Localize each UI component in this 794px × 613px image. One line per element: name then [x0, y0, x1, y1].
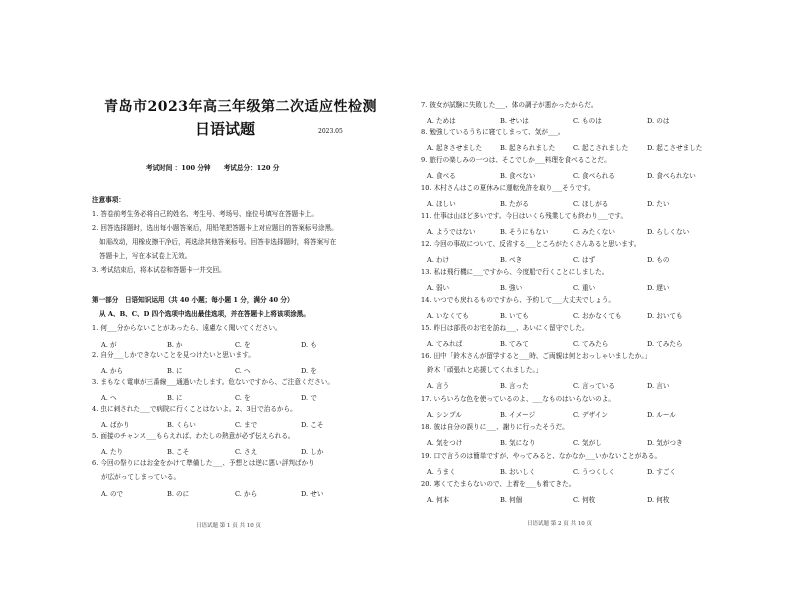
option-b[interactable]: B. 食べない: [500, 172, 536, 180]
option-c[interactable]: C. まで: [235, 421, 258, 429]
note-line: 答题卡上，写在本试卷上无效。: [99, 252, 192, 260]
option-b[interactable]: B. 何個: [500, 496, 523, 504]
option-c[interactable]: C. さえ: [235, 448, 258, 456]
question-18: 18. 彼は自分の誤りに___、謝りに行ったそうだ。: [421, 423, 569, 431]
question-13: 13. 私は飛行機に___ですから、今度船で行くことにしました。: [421, 268, 609, 276]
option-c[interactable]: C. ものは: [573, 117, 602, 125]
option-c[interactable]: C. てみたら: [573, 340, 609, 348]
question-15: 15. 昨日は部長のお宅を訪ね___、あいにく留守でした。: [421, 324, 589, 332]
option-c[interactable]: C. へ: [235, 367, 251, 375]
option-d[interactable]: D. で: [301, 394, 317, 402]
option-c[interactable]: C. 言っている: [573, 382, 615, 390]
option-c[interactable]: C. おかなくても: [573, 312, 622, 320]
question-8: 8. 勉強しているうちに寝てしまって、気が___。: [421, 128, 565, 136]
question-6-cont: が広がってしまっている。: [101, 473, 181, 481]
option-d[interactable]: D. も: [301, 341, 317, 349]
option-d[interactable]: D. ルール: [647, 411, 676, 419]
option-c[interactable]: C. 起こされました: [573, 144, 629, 152]
section-title: 第一部分 日语知识运用（共 40 小题；每小题 1 分，满分 40 分）: [92, 296, 294, 304]
option-a[interactable]: A. 起きさせました: [427, 144, 483, 152]
option-a[interactable]: A. ようではない: [427, 228, 476, 236]
option-b[interactable]: B. のに: [167, 490, 190, 498]
question-3: 3. まもなく電車が三番線___通過いたします。危ないですから、ご注意ください。: [92, 378, 334, 386]
question-6: 6. 今回の祭りにはお金をかけて準備した___、予想とは逆に悪い評判ばかり: [92, 459, 315, 467]
option-a[interactable]: A. ばかり: [101, 421, 130, 429]
question-14: 14. いつでも戻れるものですから、予約して___大丈夫でしょう。: [421, 296, 615, 304]
option-d[interactable]: D. たい: [647, 200, 670, 208]
option-a[interactable]: A. ほしい: [427, 200, 456, 208]
option-a[interactable]: A. ためは: [427, 117, 456, 125]
option-a[interactable]: A. 何本: [427, 496, 450, 504]
question-9: 9. 旅行の楽しみの一つは、そこでしか___料理を食べることだ。: [421, 156, 611, 164]
note-line: 3. 考试结束后，将本试卷和答题卡一并交回。: [92, 266, 226, 274]
option-b[interactable]: B. こそ: [167, 448, 190, 456]
option-c[interactable]: C. 重い: [573, 284, 596, 292]
option-a[interactable]: A. うまく: [427, 468, 456, 476]
note-line: 1. 答卷前考生务必将自己的姓名、考生号、考场号、座位号填写在答题卡上。: [92, 210, 318, 218]
page-footer: 日语试题 第 2 页 共 10 页: [527, 521, 592, 527]
option-c[interactable]: C. から: [235, 490, 258, 498]
option-d[interactable]: D. すごく: [647, 468, 677, 476]
option-c[interactable]: C. うつくしく: [573, 468, 615, 476]
option-d[interactable]: D. を: [301, 367, 317, 375]
option-b[interactable]: B. そうにもない: [500, 228, 549, 236]
option-b[interactable]: B. 気になり: [500, 439, 536, 447]
option-c[interactable]: C. を: [235, 394, 251, 402]
option-b[interactable]: B. おいしく: [500, 468, 536, 476]
option-a[interactable]: A. たり: [101, 448, 124, 456]
option-b[interactable]: B. べき: [500, 256, 523, 264]
page-footer: 日语试题 第 1 页 共 10 页: [196, 523, 261, 529]
option-a[interactable]: A. わけ: [427, 256, 450, 264]
option-a[interactable]: A. シンプル: [427, 411, 462, 419]
exam-date: 2023.05: [318, 128, 343, 135]
option-d[interactable]: D. 言い: [647, 382, 670, 390]
option-c[interactable]: C. 気がし: [573, 439, 602, 447]
option-a[interactable]: A. 食べる: [427, 172, 456, 180]
option-d[interactable]: D. せい: [301, 490, 324, 498]
option-b[interactable]: B. 起きられました: [500, 144, 556, 152]
option-a[interactable]: A. ので: [101, 490, 124, 498]
option-c[interactable]: C. みたくない: [573, 228, 615, 236]
option-b[interactable]: B. 強い: [500, 284, 523, 292]
option-a[interactable]: A. いなくても: [427, 312, 469, 320]
question-17: 17. いろいろな色を使っているのよ、___なものはいらないのよ。: [421, 395, 615, 403]
option-d[interactable]: D. しか: [301, 448, 324, 456]
option-d[interactable]: D. のは: [647, 117, 670, 125]
option-d[interactable]: D. 何枚: [647, 496, 670, 504]
option-d[interactable]: D. 起こさせました: [647, 144, 703, 152]
question-5: 5. 面接のチャンス___もらえれば、わたしの熱意が必ず伝えられる。: [92, 432, 295, 440]
question-12: 12. 今回の事故について、反省する___ところがたくさんあると思います。: [421, 240, 641, 248]
option-b[interactable]: B. せいは: [500, 117, 529, 125]
question-7: 7. 彼女が試験に失敗した___、体の調子が悪かったからだ。: [421, 101, 598, 109]
option-c[interactable]: C. デザイン: [573, 411, 608, 419]
section-instruction: 从 A、B、C、D 四个选项中选出最佳选项，并在答题卡上将该项涂黑。: [99, 310, 310, 318]
exam-subtitle: 日语试题: [195, 120, 256, 138]
exam-info: 考试时间 ：100 分钟 考试总分：120 分: [146, 164, 280, 172]
exam-title: 青岛市2023年高三年级第二次适应性检测: [104, 99, 377, 115]
option-d[interactable]: D. てみたら: [647, 340, 683, 348]
option-a[interactable]: A. が: [101, 341, 117, 349]
option-a[interactable]: A. てみれば: [427, 340, 463, 348]
question-16-cont: 鈴木「頑張れと応援してくれました。」: [427, 366, 543, 374]
option-c[interactable]: C. を: [235, 341, 251, 349]
question-4: 4. 虫に刺された___で病院に行くことはないよ。2、3日で治るから。: [92, 405, 297, 413]
option-d[interactable]: D. 食べられない: [647, 172, 696, 180]
option-a[interactable]: A. 弱い: [427, 284, 450, 292]
option-d[interactable]: D. らしくない: [647, 228, 690, 236]
question-1: 1. 何___分からないことがあったら、遠慮なく聞いてください。: [92, 324, 282, 332]
option-c[interactable]: C. はず: [573, 256, 596, 264]
option-c[interactable]: C. 何枚: [573, 496, 596, 504]
option-d[interactable]: D. 気がつき: [647, 439, 683, 447]
question-19: 19. 口で言うのは簡単ですが、やってみると、なかなか___いかないことがある。: [421, 452, 662, 460]
question-10: 10. 木村さんはこの夏休みに運転免許を取り___そうです。: [421, 184, 595, 192]
option-c[interactable]: C. 食べられる: [573, 172, 615, 180]
option-c[interactable]: C. ほしがる: [573, 200, 609, 208]
note-line: 如需改动，用橡皮擦干净后，再选涂其他答案标号。回答非选择题时，将答案写在: [99, 238, 337, 246]
option-a[interactable]: A. から: [101, 367, 124, 375]
right-page: [397, 0, 794, 613]
option-b[interactable]: B. に: [167, 394, 183, 402]
option-a[interactable]: A. へ: [101, 394, 117, 402]
note-line: 2. 回答选择题时，选出每小题答案后，用铅笔把答题卡上对应题目的答案标号涂黑。: [92, 224, 338, 232]
notes-title: 注意事项：: [92, 196, 125, 204]
option-b[interactable]: B. か: [167, 341, 183, 349]
question-2: 2. 自分___しかできないことを見つけたいと思います。: [92, 351, 255, 359]
option-d[interactable]: D. おいても: [647, 312, 683, 320]
option-d[interactable]: D. こそ: [301, 421, 324, 429]
option-d[interactable]: D. もの: [647, 256, 670, 264]
option-b[interactable]: B. いても: [500, 312, 529, 320]
option-a[interactable]: A. 言う: [427, 382, 450, 390]
option-b[interactable]: B. たがる: [500, 200, 529, 208]
option-b[interactable]: B. 言った: [500, 382, 529, 390]
option-b[interactable]: B. くらい: [167, 421, 196, 429]
option-b[interactable]: B. てみて: [500, 340, 529, 348]
question-20: 20. 寒くてたまらないので、上着を___も着てきた。: [421, 480, 576, 488]
question-16: 16. 田中「鈴木さんが留学すると___時、ご両親は何とおっしゃいましたか。」: [421, 352, 652, 360]
option-b[interactable]: B. イメージ: [500, 411, 536, 419]
question-11: 11. 仕事は山ほど多いです。今日はいくら残業しても終わり___です。: [421, 212, 628, 220]
option-b[interactable]: B. に: [167, 367, 183, 375]
option-a[interactable]: A. 気をつけ: [427, 439, 463, 447]
option-d[interactable]: D. 遅い: [647, 284, 670, 292]
